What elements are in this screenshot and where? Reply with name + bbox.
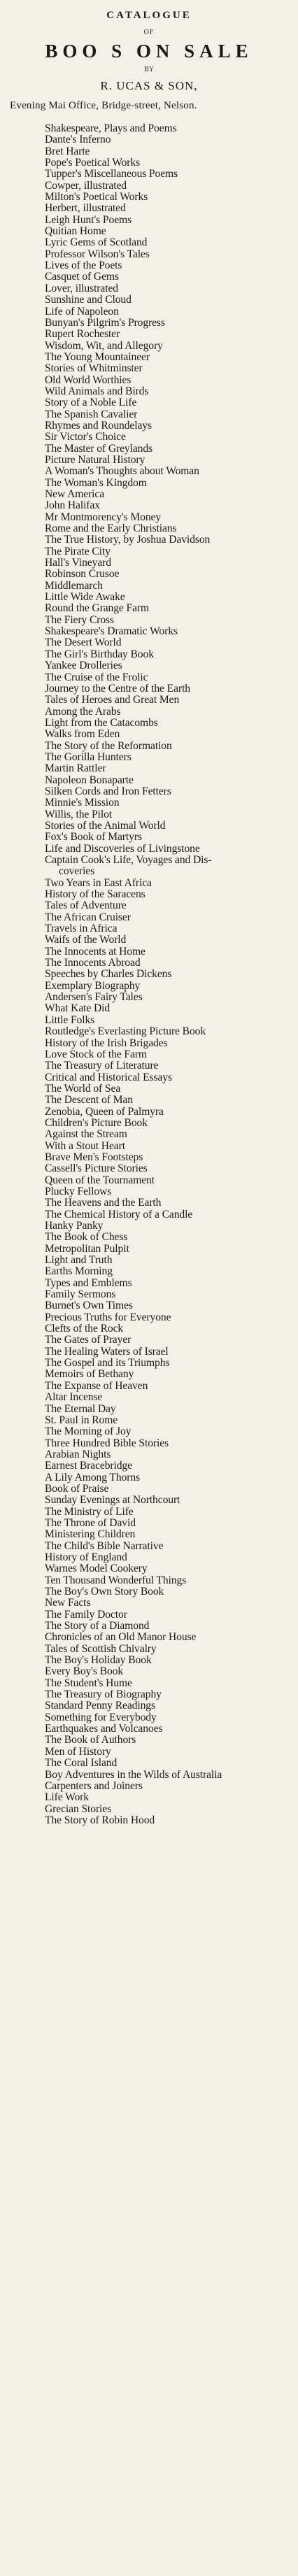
book-title: Captain Cook's Life, Voyages and Dis-: [45, 854, 212, 866]
book-title: The Story of Robin Hood: [45, 1814, 155, 1826]
book-title: The Heavens and the Earth: [45, 1197, 162, 1209]
book-title: Altar Incense: [45, 1391, 103, 1404]
book-title: The Child's Bible Narrative: [45, 1539, 164, 1552]
book-title: Milton's Poetical Works: [45, 191, 148, 204]
book-title: Cowper, illustrated: [45, 179, 127, 192]
book-title: Lover, illustrated: [45, 282, 118, 294]
book-title: The Gates of Prayer: [45, 1334, 132, 1346]
book-title: Little Wide Awake: [45, 591, 125, 604]
book-title: Something for Everybody: [45, 1711, 157, 1723]
book-title: Plucky Fellows: [45, 1185, 112, 1197]
book-title: Sunday Evenings at Northcourt: [45, 1494, 180, 1507]
book-title: History of the Irish Brigades: [45, 1037, 168, 1049]
book-title: Middlemarch: [45, 579, 103, 592]
book-title: The Healing Waters of Israel: [45, 1345, 169, 1358]
book-title: The Ministry of Life: [45, 1505, 134, 1518]
book-title: Professor Wilson's Tales: [45, 248, 150, 260]
book-title: Waifs of the World: [45, 934, 127, 946]
book-title: Casquet of Gems: [45, 271, 119, 283]
book-title: Story of a Noble Life: [45, 397, 137, 409]
book-title: Every Boy's Book: [45, 1665, 124, 1678]
book-title: Burnet's Own Times: [45, 1300, 133, 1312]
book-title: With a Stout Heart: [45, 1139, 125, 1152]
book-title: Light and Truth: [45, 1254, 113, 1267]
book-title: Zenobia, Queen of Palmyra: [45, 1105, 164, 1118]
book-title: Children's Picture Book: [45, 1116, 148, 1129]
book-title: The Cruise of the Frolic: [45, 671, 148, 683]
firm-name: R. UCAS & SON,: [100, 79, 198, 92]
of-label: OF: [143, 29, 155, 36]
book-title: Wild Animals and Birds: [45, 385, 149, 397]
book-title: Earths Morning: [45, 1265, 113, 1278]
book-title: The Girl's Birthday Book: [45, 648, 154, 660]
book-title: The Student's Hume: [45, 1677, 132, 1689]
book-title: Hall's Vineyard: [45, 557, 111, 569]
book-title: The Chemical History of a Candle: [45, 1208, 193, 1221]
book-title: The Eternal Day: [45, 1402, 116, 1415]
book-title: Precious Truths for Everyone: [45, 1311, 171, 1323]
book-title: Shakespeare's Dramatic Works: [45, 625, 178, 638]
book-title: History of the Saracens: [45, 888, 146, 901]
book-title: Rupert Rochester: [45, 328, 120, 341]
book-title: The Boy's Holiday Book: [45, 1654, 152, 1667]
book-title: Stories of the Animal World: [45, 819, 166, 832]
book-title: Family Sermons: [45, 1288, 116, 1301]
book-title: Three Hundred Bible Stories: [45, 1437, 169, 1449]
book-title: Two Years in East Africa: [45, 876, 152, 889]
book-title: Minnie's Mission: [45, 797, 120, 809]
book-title: Rhymes and Roundelays: [45, 419, 152, 432]
catalogue-heading: CATALOGUE: [106, 10, 192, 21]
book-title: Men of History: [45, 1745, 111, 1758]
book-title: Memoirs of Bethany: [45, 1368, 134, 1381]
book-title: Tales of Adventure: [45, 899, 127, 912]
book-title: Fox's Book of Martyrs: [45, 831, 142, 844]
book-title: Yankee Drolleries: [45, 660, 122, 672]
book-title: Walks from Eden: [45, 728, 120, 741]
book-title: Shakespeare, Plays and Poems: [45, 122, 177, 134]
book-title: The Desert World: [45, 636, 122, 649]
book-title: Warnes Model Cookery: [45, 1563, 148, 1575]
book-title: Stories of Whitminster: [45, 362, 143, 375]
book-title: Quitian Home: [45, 225, 106, 238]
book-title: Brave Men's Footsteps: [45, 1151, 143, 1163]
book-title: The Spanish Cavalier: [45, 408, 138, 420]
book-title: Standard Penny Readings: [45, 1700, 155, 1712]
book-title: The Treasury of Biography: [45, 1688, 162, 1701]
book-title: The Book of Authors: [45, 1734, 136, 1746]
book-title: Bret Harte: [45, 145, 90, 157]
book-title: coveries: [59, 865, 95, 878]
book-title: Bunyan's Pilgrim's Progress: [45, 316, 165, 329]
book-title: Chronicles of an Old Manor House: [45, 1631, 197, 1644]
book-title: Willis, the Pilot: [45, 808, 113, 820]
book-title: Tupper's Miscellaneous Poems: [45, 168, 178, 180]
book-title: The Family Doctor: [45, 1608, 127, 1621]
book-title: Lyric Gems of Scotland: [45, 236, 148, 249]
book-title: Life of Napoleon: [45, 305, 119, 318]
book-title: Boy Adventures in the Wilds of Australia: [45, 1768, 222, 1781]
by-label: BY: [144, 66, 154, 73]
book-title: Lives of the Poets: [45, 259, 122, 272]
book-title: The Story of a Diamond: [45, 1620, 150, 1632]
book-title: Grecian Stories: [45, 1802, 112, 1815]
book-title: What Kate Did: [45, 1002, 111, 1015]
book-title: Among the Arabs: [45, 705, 121, 718]
book-title: The Innocents Abroad: [45, 957, 141, 969]
book-title: Critical and Historical Essays: [45, 1071, 172, 1083]
book-title: The Story of the Reformation: [45, 739, 172, 752]
book-title: Love Stock of the Farm: [45, 1048, 147, 1060]
book-title: Routledge's Everlasting Picture Book: [45, 1025, 206, 1038]
book-title: Life Work: [45, 1791, 89, 1804]
book-title: The Boy's Own Story Book: [45, 1586, 164, 1597]
book-title: The Descent of Man: [45, 1094, 133, 1106]
book-title: Leigh Hunt's Poems: [45, 213, 132, 226]
book-title: Ministering Children: [45, 1528, 136, 1541]
book-title: A Lily Among Thorns: [45, 1471, 140, 1483]
book-title: The Master of Greylands: [45, 442, 153, 455]
book-title: Hanky Panky: [45, 1220, 104, 1232]
book-title: Napoleon Bonaparte: [45, 774, 134, 786]
book-title: Robinson Crusoe: [45, 568, 120, 581]
book-title: Andersen's Fairy Tales: [45, 991, 143, 1004]
book-title: St. Paul in Rome: [45, 1414, 118, 1426]
book-title: The Book of Chess: [45, 1231, 128, 1244]
book-title: Wisdom, Wit, and Allegory: [45, 339, 163, 352]
book-title: Tales of Scottish Chivalry: [45, 1642, 157, 1655]
book-title: Old World Worthies: [45, 373, 132, 386]
book-title: The African Cruiser: [45, 911, 131, 923]
book-title: Book of Praise: [45, 1482, 109, 1495]
book-title: History of England: [45, 1551, 127, 1563]
book-title: Sir Victor's Choice: [45, 431, 126, 443]
book-title: The Coral Island: [45, 1757, 118, 1770]
book-title: The Pirate City: [45, 545, 111, 557]
book-title: The Young Mountaineer: [45, 350, 150, 363]
book-title: Speeches by Charles Dickens: [45, 968, 172, 981]
book-title: Pope's Poetical Works: [45, 157, 141, 169]
book-title: Exemplary Biography: [45, 979, 141, 992]
book-title: The Morning of Joy: [45, 1425, 132, 1438]
book-title: The Innocents at Home: [45, 945, 146, 958]
book-title: Cassell's Picture Stories: [45, 1162, 148, 1175]
book-title: A Woman's Thoughts about Woman: [45, 465, 199, 478]
book-title: Types and Emblems: [45, 1276, 132, 1289]
book-title: Journey to the Centre of the Earth: [45, 682, 190, 695]
firm-address: Evening Mai Office, Bridge-street, Nelson.: [10, 100, 197, 111]
book-title: The Gorilla Hunters: [45, 750, 132, 763]
book-title: The World of Sea: [45, 1082, 121, 1095]
book-title: Queen of the Tournament: [45, 1174, 155, 1186]
book-title: Earnest Bracebridge: [45, 1460, 132, 1472]
book-title: Round the Grange Farm: [45, 602, 150, 615]
book-title: The Throne of David: [45, 1516, 136, 1529]
book-title: Martin Rattler: [45, 762, 106, 775]
book-title: The Fiery Cross: [45, 613, 114, 626]
books-on-sale-title: BOO S ON SALE: [45, 41, 253, 62]
book-title: John Halifax: [45, 499, 100, 512]
book-title: Against the Stream: [45, 1128, 127, 1141]
book-title: The Gospel and its Triumphs: [45, 1357, 170, 1369]
book-title: Herbert, illustrated: [45, 202, 126, 215]
book-title: The Woman's Kingdom: [45, 476, 147, 489]
book-title: Picture Natural History: [45, 453, 146, 466]
book-title: Earthquakes and Volcanoes: [45, 1723, 163, 1735]
book-title: The Expanse of Heaven: [45, 1379, 148, 1392]
book-title: Life and Discoveries of Livingstone: [45, 842, 200, 855]
book-title: Tales of Heroes and Great Men: [45, 694, 180, 706]
book-title: Light from the Catacombs: [45, 716, 158, 729]
book-title: Rome and the Early Christians: [45, 522, 177, 535]
book-list: [10, 123, 288, 1826]
book-title: Clefts of the Rock: [45, 1323, 124, 1335]
book-title: The True History, by Joshua Davidson: [45, 534, 211, 546]
book-title: New Facts: [45, 1597, 91, 1609]
book-title: Metropolitan Pulpit: [45, 1242, 129, 1255]
book-title: The Treasury of Literature: [45, 1060, 159, 1072]
book-title: Dante's Inferno: [45, 134, 111, 146]
book-title: Silken Cords and Iron Fetters: [45, 785, 171, 797]
book-title: Arabian Nights: [45, 1448, 111, 1460]
book-title: Mr Montmorency's Money: [45, 511, 162, 523]
book-title: Little Folks: [45, 1013, 95, 1026]
book-title: Sunshine and Cloud: [45, 294, 132, 306]
book-title: Ten Thousand Wonderful Things: [45, 1574, 187, 1586]
book-title: Carpenters and Joiners: [45, 1779, 143, 1792]
book-title: New America: [45, 488, 105, 500]
book-title: Travels in Africa: [45, 923, 118, 935]
